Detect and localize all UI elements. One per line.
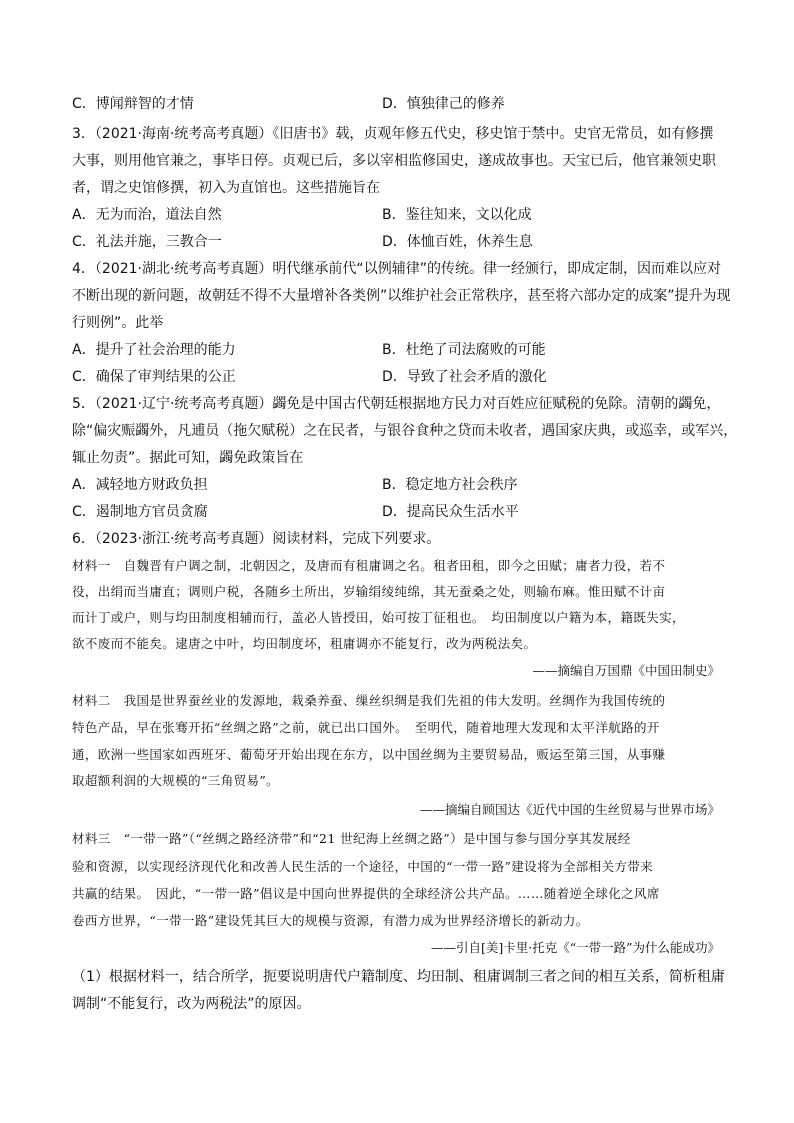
q3-option-b: B．鉴往知来，文以化成 bbox=[382, 207, 532, 223]
q3-stem-line-3: 者，谓之史馆修撰，初入为直馆也。这些措施旨在 bbox=[72, 180, 380, 196]
q5-option-b: B．稳定地方社会秩序 bbox=[382, 477, 518, 493]
q5-option-a: A．减轻地方财政负担 bbox=[72, 477, 208, 493]
q3-stem-line-1: 3．（2021·海南·统考高考真题）《旧唐书》载，贞观年修五代史，移史馆于禁中。史官无常员，如有修撰 bbox=[72, 126, 714, 142]
material-1-line-4: 欲不废而不能矣。逮唐之中叶，均田制度坏，租庸调亦不能复行，改为两税法矣。 bbox=[72, 636, 537, 651]
q4-option-b: B．杜绝了司法腐败的可能 bbox=[382, 342, 546, 358]
material-1-line-2: 役，出绢而当庸直；调则户税，各随乡土所出，岁输绢绫纯绵，其无蚕桑之处，则输布麻。惟田赋不计亩 bbox=[72, 584, 666, 599]
material-2-line-2: 特色产品，早在张骞开拓“丝绸之路”之前，就已出口国外。 至明代，随着地理大发现和太平洋航路的开 bbox=[72, 720, 660, 735]
q4-option-c: C．确保了审判结果的公正 bbox=[72, 369, 236, 385]
material-3-line-2: 验和资源，以实现经济现代化和改善人民生活的一个途径，中国的“一带一路”建设将为全部相关方带来 bbox=[72, 859, 654, 874]
q6-sub1-line-1: （1）根据材料一，结合所学，扼要说明唐代户籍制度、均田制、租庸调制三者之间的相互关系，简析租庸 bbox=[72, 969, 725, 985]
material-1-line-3: 而计丁或户，则与均田制度相辅而行，盖必人皆授田，始可按丁征租也。 均田制度以户籍为本，籍既失实， bbox=[72, 610, 685, 625]
material-3-source: ——引自[美]卡里·托克《“一带一路”为什么能成功》 bbox=[430, 940, 720, 955]
q5-option-d: D．提高民众生活水平 bbox=[382, 504, 519, 520]
material-2-source: ——摘编自顾国达《近代中国的生丝贸易与世界市场》 bbox=[419, 802, 720, 817]
material-2-line-1: 材料二 我国是世界蚕丝业的发源地，栽桑养蚕、缫丝织绸是我们先祖的伟大发明。丝绸作为我国传统的 bbox=[72, 693, 666, 708]
q4-option-a: A．提升了社会治理的能力 bbox=[72, 342, 236, 358]
material-3-line-3: 共赢的结果。 因此，“一带一路”倡议是中国向世界提供的全球经济公共产品。……随着逆全球化之风席 bbox=[72, 886, 660, 901]
material-1-source: ——摘编自万国鼎《中国田制史》 bbox=[532, 663, 720, 678]
q3-option-d: D．体恤百姓，休养生息 bbox=[382, 234, 533, 250]
q2-option-c: C．博闻辩智的才情 bbox=[72, 96, 194, 112]
q5-stem-line-1: 5．（2021·辽宁·统考高考真题）蠲免是中国古代朝廷根据地方民力对百姓应征赋税的免除。清朝的蠲免， bbox=[72, 396, 721, 412]
q4-stem-line-2: 不断出现的新问题，故朝廷不得不大量增补各类例”以维护社会正常秩序，甚至将六部办定的成案”提升为现 bbox=[72, 288, 731, 304]
q4-option-d: D．导致了社会矛盾的激化 bbox=[382, 369, 547, 385]
q3-option-a: A．无为而治，道法自然 bbox=[72, 207, 222, 223]
material-3-line-4: 卷西方世界，“一带一路”建设凭其巨大的规模与资源，有潜力成为世界经济增长的新动力。 bbox=[72, 913, 589, 928]
q6-sub1-line-2: 调制“不能复行，改为两税法”的原因。 bbox=[72, 996, 311, 1012]
q3-stem-line-2: 大事，则用他官兼之，事毕日停。贞观已后，多以宰相监修国史，遂成故事也。天宝已后，他官兼领史职 bbox=[72, 153, 716, 169]
q6-intro: 6．（2023·浙江·统考高考真题）阅读材料，完成下列要求。 bbox=[72, 531, 441, 547]
material-2-line-4: 取超额利润的大规模的“三角贸易”。 bbox=[72, 773, 280, 788]
q4-stem-line-3: 行则例”。此举 bbox=[72, 315, 164, 331]
q3-option-c: C．礼法并施，三教合一 bbox=[72, 234, 222, 250]
material-3-line-1: 材料三 “一带一路”（“丝绸之路经济带”和“21 世纪海上丝绸之路”）是中国与参与国分享其发展经 bbox=[72, 831, 631, 846]
q5-stem-line-3: 辄止勿责”。据此可知，蠲免政策旨在 bbox=[72, 450, 304, 466]
material-1-line-1: 材料一 自魏晋有户调之制，北朝因之，及唐而有租庸调之名。租者田租，即今之田赋；庸者力役，若不 bbox=[72, 558, 666, 573]
material-2-line-3: 通，欧洲一些国家如西班牙、葡萄牙开始出现在东方，以中国丝绸为主要贸易品，贩运至第三国，从事赚 bbox=[72, 747, 666, 762]
q5-stem-line-2: 除“偏灾赈蠲外，凡逋员（拖欠赋税）之在民者，与银谷食种之贷而未收者，遇国家庆典，或巡幸，或军兴， bbox=[72, 423, 738, 439]
q4-stem-line-1: 4．（2021·湖北·统考高考真题）明代继承前代“以例辅律”的传统。律一经颁行，即成定制，因而难以应对 bbox=[72, 261, 721, 277]
q5-option-c: C．遏制地方官员贪腐 bbox=[72, 504, 208, 520]
q2-option-d: D．慎独律己的修养 bbox=[382, 96, 505, 112]
